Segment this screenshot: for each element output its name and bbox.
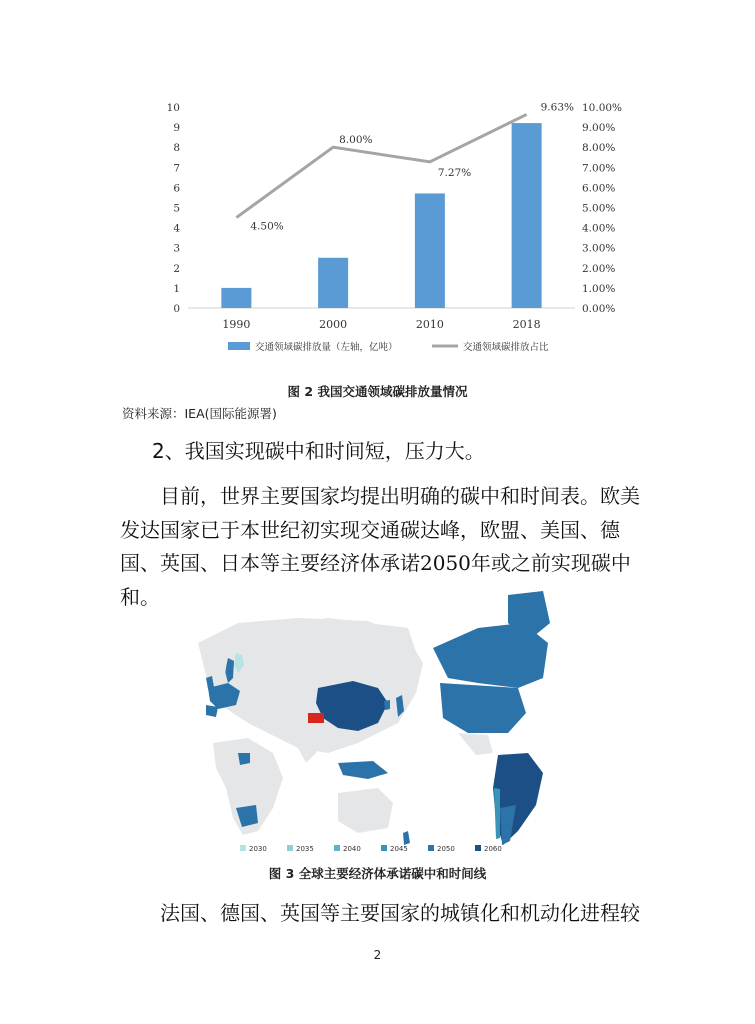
bar	[318, 258, 348, 308]
bar	[512, 123, 542, 308]
map-legend-label: 2040	[343, 845, 361, 853]
source-note: 资料来源：IEA(国际能源署)	[122, 406, 277, 421]
left-tick-label: 5	[173, 202, 180, 215]
map-legend-swatch	[381, 845, 387, 851]
left-tick-label: 8	[173, 142, 180, 155]
map-legend-swatch	[287, 845, 293, 851]
x-tick-label: 2018	[512, 318, 541, 331]
right-tick-label: 6.00%	[582, 182, 616, 195]
data-label: 7.27%	[437, 166, 472, 179]
china-flag	[308, 713, 324, 723]
emissions-chart	[130, 90, 630, 360]
bar	[221, 288, 251, 308]
map-legend-label: 2030	[249, 845, 267, 853]
left-tick-label: 9	[173, 122, 180, 135]
paragraph-1-text: 目前，世界主要国家均提出明确的碳中和时间表。欧美发达国家已于本世纪初实现交通碳达峰，欧盟、美国、德国、英国、日本等主要经济体承诺2050年或之前实现碳中和。	[120, 484, 640, 609]
left-tick-label: 3	[173, 242, 180, 255]
left-tick-label: 0	[173, 303, 180, 315]
x-tick-label: 1990	[222, 318, 251, 331]
left-tick-label: 4	[173, 222, 180, 235]
right-tick-label: 0.00%	[582, 303, 616, 315]
paragraph-2-text: 法国、德国、英国等主要国家的城镇化和机动化进程较	[160, 901, 640, 925]
right-tick-label: 8.00%	[582, 142, 616, 155]
right-tick-label: 2.00%	[582, 262, 616, 275]
left-tick-label: 6	[173, 182, 180, 195]
right-tick-label: 10.00%	[582, 102, 623, 114]
map-legend-swatch	[240, 845, 246, 851]
x-tick-label: 2010	[415, 318, 444, 331]
x-tick-label: 2000	[319, 318, 348, 331]
data-label: 9.63%	[540, 101, 574, 114]
right-tick-label: 9.00%	[582, 122, 616, 135]
world-map	[178, 583, 556, 853]
map-legend-label: 2060	[484, 845, 502, 853]
map-legend-swatch	[428, 845, 434, 851]
left-tick-label: 7	[173, 162, 180, 175]
map-legend-swatch	[334, 845, 340, 851]
map-legend-label: 2050	[437, 845, 455, 853]
paragraph-2	[120, 897, 645, 931]
share-line	[236, 114, 526, 217]
section-heading: 2、我国实现碳中和时间短，压力大。	[152, 439, 485, 463]
legend-line-label: 交通领域碳排放占比	[463, 342, 549, 353]
data-label: 4.50%	[250, 220, 284, 233]
legend-bar-swatch	[228, 342, 250, 350]
left-tick-label: 10	[166, 102, 180, 114]
nigeria-shape	[238, 753, 250, 765]
right-tick-label: 1.00%	[582, 282, 616, 295]
iberia-shape	[206, 705, 218, 717]
figure-2-caption: 图 2 我国交通领域碳排放量情况	[287, 384, 468, 399]
legend-bar-label: 交通领域碳排放量（左轴，亿吨）	[255, 342, 398, 353]
page-number: 2	[373, 948, 382, 962]
map-legend-label: 2045	[390, 845, 408, 853]
right-tick-label: 3.00%	[582, 242, 616, 255]
map-legend-swatch	[475, 845, 481, 851]
right-tick-label: 7.00%	[582, 162, 616, 175]
right-tick-label: 4.00%	[582, 222, 616, 235]
korea-shape	[384, 700, 390, 710]
data-label: 8.00%	[339, 134, 373, 147]
map-legend-label: 2035	[296, 845, 314, 853]
bar	[415, 193, 445, 308]
right-tick-label: 5.00%	[582, 202, 616, 215]
left-tick-label: 1	[173, 282, 180, 295]
figure-3-caption: 图 3 全球主要经济体承诺碳中和时间线	[268, 866, 487, 881]
left-tick-label: 2	[173, 262, 180, 275]
